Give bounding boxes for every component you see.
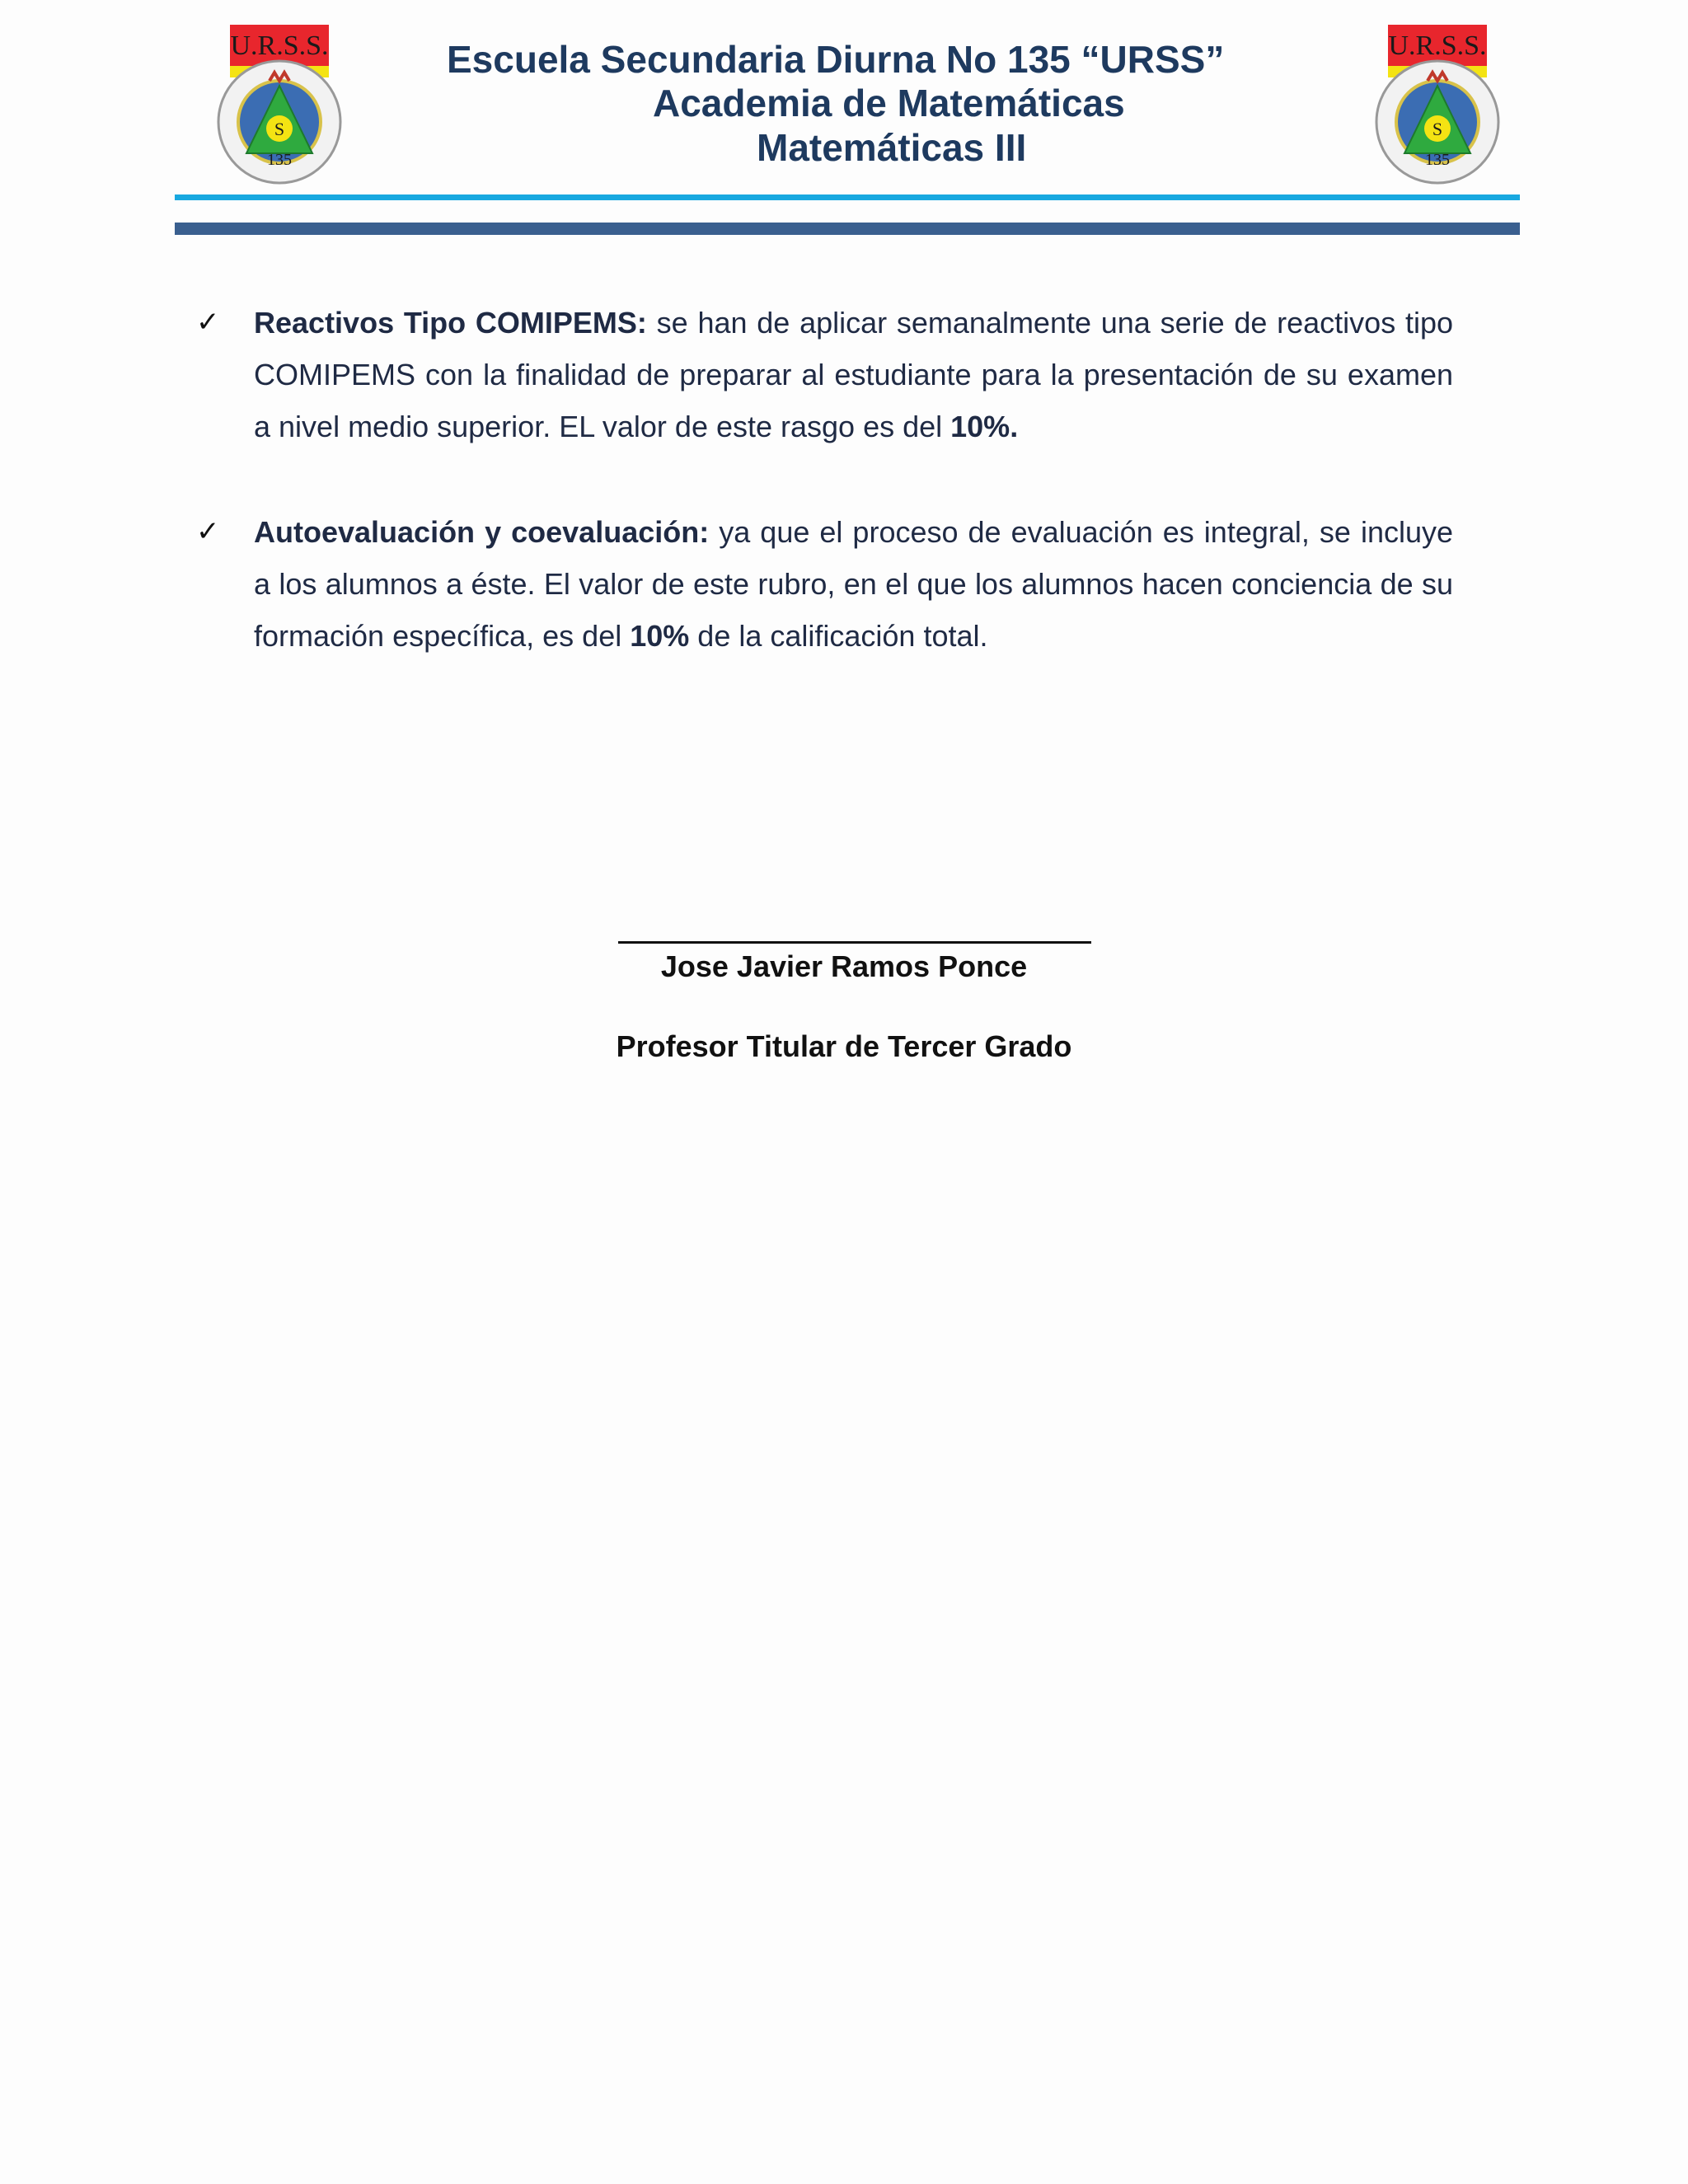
item-heading: Autoevaluación y coevaluación: — [254, 515, 710, 549]
checkmark-icon: ✓ — [196, 515, 220, 548]
item-tail: de la calificación total. — [689, 619, 988, 653]
crest-banner-text: U.R.S.S. — [1388, 30, 1487, 61]
header-rule-navy — [175, 223, 1520, 235]
crest-letter: S — [1432, 119, 1443, 139]
crest-letter: S — [274, 119, 285, 139]
item-heading: Reactivos Tipo COMIPEMS: — [254, 306, 647, 340]
signatory-name: Jose Javier Ramos Ponce — [660, 949, 1028, 983]
checkmark-icon: ✓ — [196, 306, 220, 339]
item-body: se han de aplicar semanalmente una serie de reactivos tipo COMIPEMS con la finalidad de preparar al estudiante para la presentación de su examen a nivel medio superior. EL valor de este rasgo es del — [254, 306, 1453, 443]
signature-line — [618, 941, 1091, 944]
signatory-title: Profesor Titular de Tercer Grado — [616, 1029, 1072, 1063]
header-rule-cyan — [175, 194, 1520, 200]
crest-number: 135 — [1425, 151, 1450, 169]
school-name: Escuela Secundaria Diurna No 135 “URSS” — [447, 38, 1225, 81]
school-crest-icon — [1370, 21, 1510, 186]
item-percentage: 10%. — [950, 410, 1019, 443]
crest-number: 135 — [267, 151, 292, 169]
school-crest-icon — [212, 21, 352, 186]
crest-banner-text: U.R.S.S. — [230, 30, 329, 61]
item-percentage: 10% — [630, 619, 690, 653]
list-item-text — [254, 297, 1453, 452]
list-item-text — [254, 506, 1453, 662]
academy-name: Academia de Matemáticas — [653, 82, 1125, 124]
document-header — [175, 16, 1518, 190]
item-body: ya que el proceso de evaluación es integral, se incluye a los alumnos a éste. El valor de este rubro, en el que los alumnos hacen conciencia de su formación específica, es del — [254, 515, 1454, 653]
course-name: Matemáticas III — [757, 126, 1027, 169]
